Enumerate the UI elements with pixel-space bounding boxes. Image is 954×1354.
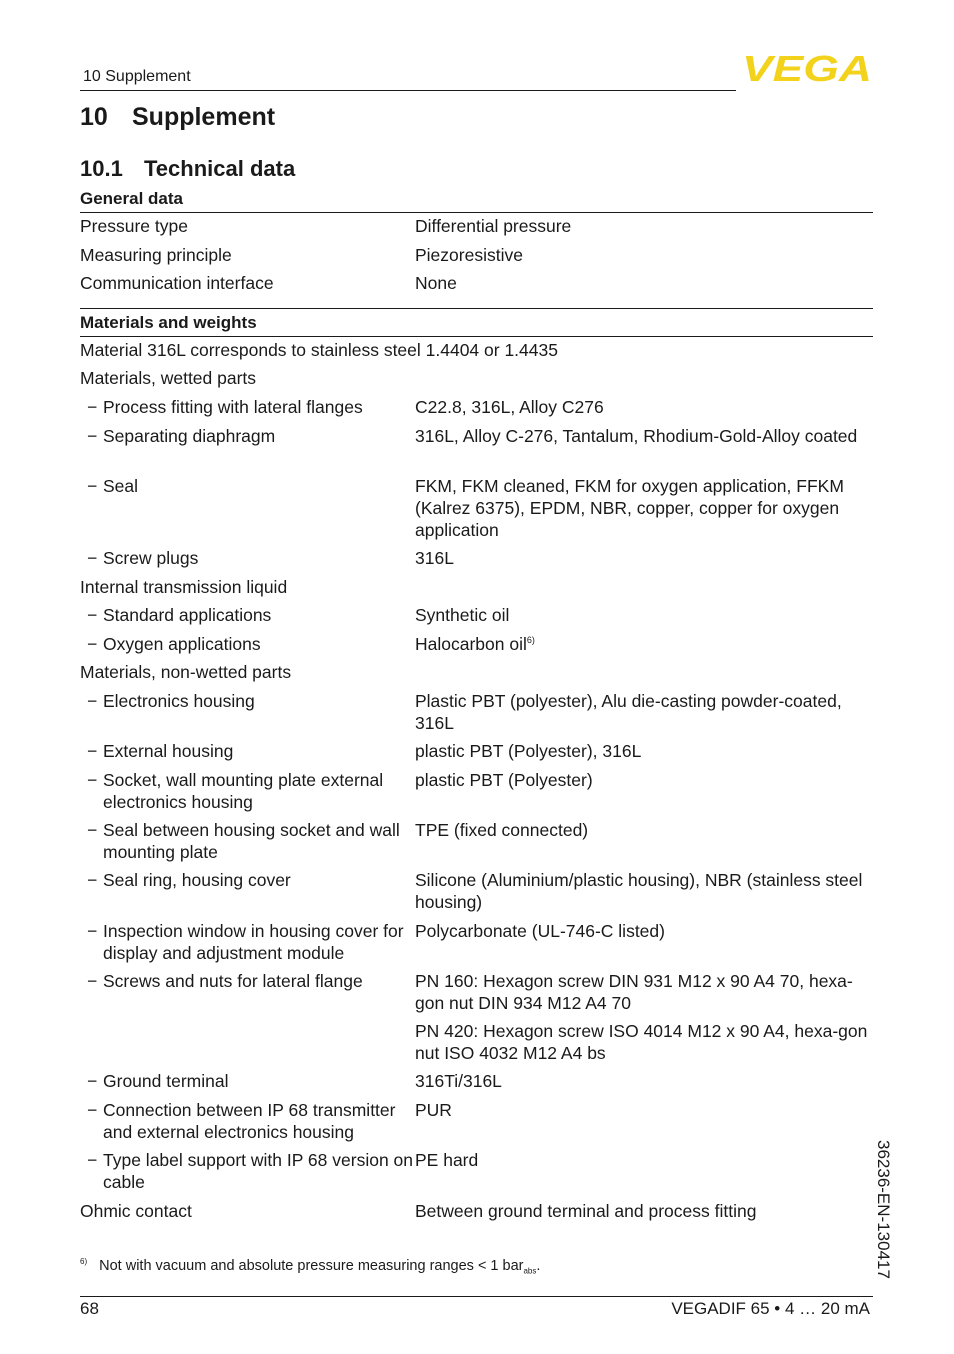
vega-logo: [742, 52, 874, 84]
row-value: FKM, FKM cleaned, FKM for oxygen application, FFKM (Kalrez 6375), EPDM, NBR, copper, copper for oxygen application: [415, 476, 844, 540]
row-value-continued: PN 420: Hexagon screw ISO 4014 M12 x 90 A4, hexa-gon nut ISO 4032 M12 A4 bs: [415, 1021, 868, 1063]
chapter-number: 10: [80, 103, 108, 131]
row-value: plastic PBT (Polyester), 316L: [415, 741, 642, 761]
row-label: − Standard applications: [87, 605, 272, 625]
row-value: Between ground terminal and process fitting: [415, 1201, 757, 1221]
row-label: − Seal between housing socket and wall mounting plate: [87, 820, 400, 862]
general-data-title: General data: [80, 189, 183, 208]
row-value: Plastic PBT (polyester), Alu die-casting powder-coated, 316L: [415, 691, 842, 733]
row-label: − Ground terminal: [87, 1071, 229, 1091]
materials-rule: [80, 336, 873, 337]
section-divider: [80, 308, 873, 309]
general-data-rule: [80, 212, 873, 213]
chapter-title: Supplement: [132, 103, 276, 131]
row-value: Synthetic oil: [415, 605, 510, 625]
wetted-title: Materials, wetted parts: [80, 368, 257, 388]
footnote-reference: 6): [526, 635, 535, 646]
footer-rule: [80, 1296, 873, 1297]
row-label: Measuring principle: [80, 245, 232, 265]
transmission-title: Internal transmission liquid: [80, 577, 288, 597]
footnote-subscript: abs: [523, 1266, 537, 1276]
row-label: − Separating diaphragm: [87, 426, 276, 446]
document-code: 36236-EN-130417: [874, 1140, 893, 1279]
row-label: − External housing: [87, 741, 234, 761]
footer-document-title: VEGADIF 65 • 4 … 20 mA: [671, 1299, 870, 1318]
row-label: − Seal: [87, 476, 139, 496]
row-value: None: [415, 273, 457, 293]
row-label: Ohmic contact: [80, 1201, 192, 1221]
material-note: Material 316L corresponds to stainless steel 1.4404 or 1.4435: [80, 340, 558, 360]
chapter-heading: [80, 103, 275, 132]
row-value: C22.8, 316L, Alloy C276: [415, 397, 604, 417]
row-label: − Process fitting with lateral flanges: [87, 397, 363, 417]
row-label: − Connection between IP 68 transmitter and external electronics housing: [87, 1100, 396, 1142]
row-label: Communication interface: [80, 273, 274, 293]
row-value: 316L, Alloy C-276, Tantalum, Rhodium-Gold-Alloy coated: [415, 426, 858, 446]
materials-title: Materials and weights: [80, 313, 257, 332]
row-label: − Oxygen applications: [87, 634, 261, 654]
section-heading: [80, 156, 295, 182]
row-value: TPE (fixed connected): [415, 820, 589, 840]
row-value: Differential pressure: [415, 216, 572, 236]
row-value: PE hard: [415, 1150, 479, 1170]
section-title: Technical data: [144, 156, 296, 181]
page-number: 68: [80, 1299, 99, 1318]
row-value: plastic PBT (Polyester): [415, 770, 593, 790]
row-label: − Inspection window in housing cover for display and adjustment module: [87, 921, 404, 963]
vega-logo-text: VEGA: [742, 52, 872, 84]
row-value: 316L: [415, 548, 454, 568]
row-label: − Electronics housing: [87, 691, 255, 711]
row-value: 316Ti/316L: [415, 1071, 502, 1091]
header-rule: [80, 90, 736, 91]
footnote: $^{6)}$ Not with vacuum and absolute pressure measuring ranges < 1 bar$_{abs}$.: [80, 1257, 541, 1276]
row-label: − Socket, wall mounting plate external electronics housing: [87, 770, 384, 812]
row-value: Halocarbon oil$^{6)}$: [415, 634, 535, 654]
row-label: − Seal ring, housing cover: [87, 870, 291, 890]
row-value: Polycarbonate (UL-746-C listed): [415, 921, 665, 941]
row-value: Silicone (Aluminium/plastic housing), NBR (stainless steel housing): [415, 870, 863, 912]
row-label: − Type label support with IP 68 version on cable: [87, 1150, 414, 1192]
footnote-mark: 6): [80, 1257, 88, 1266]
running-header: 10 Supplement: [83, 68, 191, 85]
row-value: Piezoresistive: [415, 245, 523, 265]
row-label: − Screws and nuts for lateral flange: [87, 971, 363, 991]
row-value: PN 160: Hexagon screw DIN 931 M12 x 90 A4 70, hexa-gon nut DIN 934 M12 A4 70: [415, 971, 853, 1013]
footnote-text: Not with vacuum and absolute pressure measuring ranges < 1 bar: [99, 1257, 524, 1274]
row-label: − Screw plugs: [87, 548, 199, 568]
row-label: Pressure type: [80, 216, 188, 236]
row-value: PUR: [415, 1100, 452, 1120]
nonwetted-title: Materials, non-wetted parts: [80, 662, 292, 682]
section-number: 10.1: [80, 156, 123, 181]
